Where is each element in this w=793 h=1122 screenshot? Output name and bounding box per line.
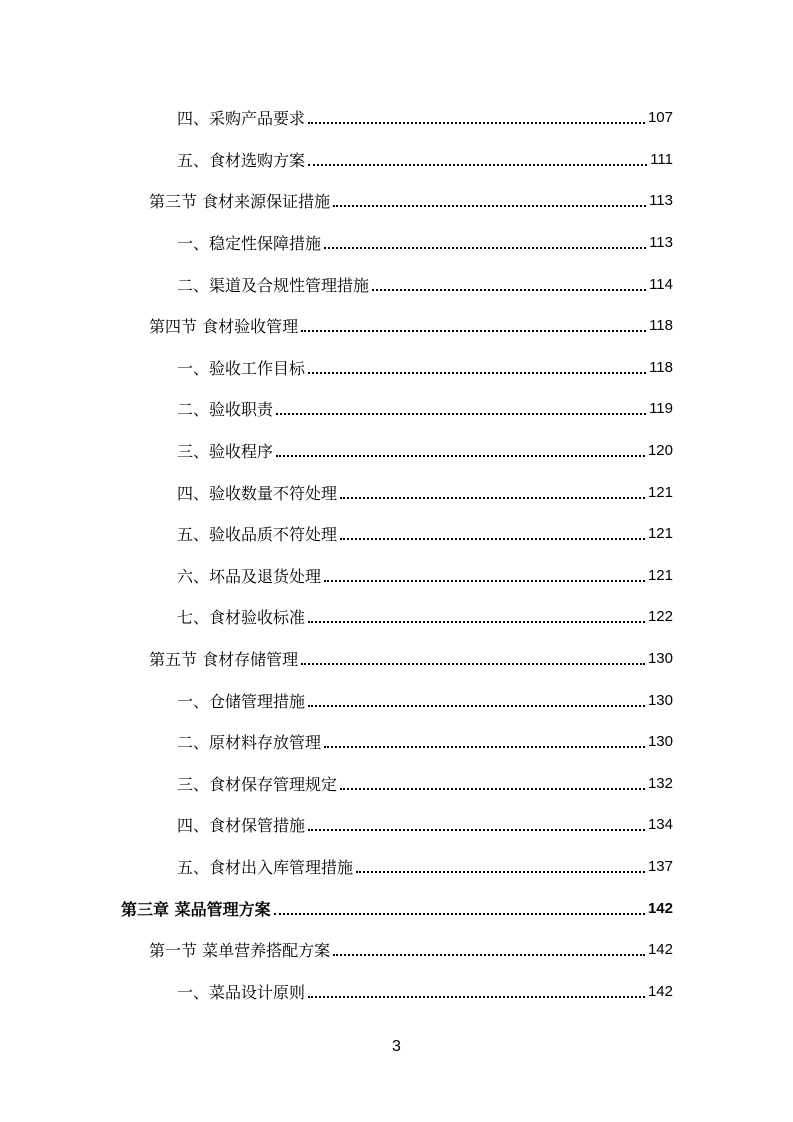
dot-leader — [274, 912, 645, 915]
toc-entry-label: 七、食材验收标准 — [177, 608, 306, 628]
dot-leader — [340, 496, 645, 499]
toc-entry-label: 三、食材保存管理规定 — [177, 774, 338, 794]
dot-leader — [308, 620, 645, 623]
dot-leader — [308, 121, 645, 124]
toc-entry-page-number: 121 — [647, 525, 673, 543]
toc-entry[interactable] — [0, 846, 793, 888]
toc-entry-label: 四、食材保管措施 — [177, 816, 306, 836]
toc-entry-page-number: 118 — [649, 358, 673, 376]
toc-entry-label: 一、仓储管理措施 — [177, 691, 306, 711]
dot-leader — [324, 579, 645, 582]
dot-leader — [333, 953, 645, 956]
page-number: 3 — [392, 1038, 401, 1055]
toc-entry[interactable] — [0, 763, 793, 805]
toc-entry[interactable] — [0, 555, 793, 597]
toc-entry-page-number: 130 — [647, 733, 673, 751]
dot-leader — [308, 828, 645, 831]
toc-entry[interactable] — [0, 305, 793, 347]
toc-entry[interactable] — [0, 97, 793, 139]
toc-entry-page-number: 118 — [649, 317, 673, 335]
toc-entry-label: 第三章 菜品管理方案 — [121, 899, 271, 919]
toc-entry-label: 五、验收品质不符处理 — [177, 525, 338, 545]
toc-entry-page-number: 142 — [647, 941, 673, 959]
toc-entry-label: 六、坏品及退货处理 — [177, 566, 322, 586]
toc-entry-label: 第一节 菜单营养搭配方案 — [149, 941, 331, 961]
toc-entry[interactable] — [0, 929, 793, 971]
dot-leader — [356, 870, 645, 873]
toc-entry-label: 第五节 食材存储管理 — [149, 650, 299, 670]
toc-entry[interactable] — [0, 970, 793, 1012]
toc-entry-page-number: 121 — [647, 483, 673, 501]
toc-entry[interactable] — [0, 638, 793, 680]
toc-entry-page-number: 120 — [647, 442, 673, 460]
toc-entry[interactable] — [0, 430, 793, 472]
toc-entry-label: 第三节 食材来源保证措施 — [149, 192, 331, 212]
toc-entry-label: 二、验收职责 — [177, 400, 274, 420]
toc-entry[interactable] — [0, 804, 793, 846]
dot-leader — [276, 412, 646, 415]
toc-entry-label: 第四节 食材验收管理 — [149, 317, 299, 337]
toc-entry[interactable] — [0, 388, 793, 430]
toc-entry[interactable] — [0, 347, 793, 389]
toc-entry-page-number: 107 — [647, 109, 673, 127]
toc-entry-page-number: 113 — [649, 234, 673, 252]
dot-leader — [308, 163, 647, 166]
toc-entry[interactable] — [0, 513, 793, 555]
toc-entry-label: 五、食材出入库管理措施 — [177, 857, 354, 877]
toc-entry-page-number: 130 — [647, 650, 673, 668]
toc-entry-page-number: 134 — [647, 816, 673, 834]
toc-entry-label: 一、稳定性保障措施 — [177, 234, 322, 254]
toc-entry-page-number: 132 — [647, 774, 673, 792]
toc-entry-page-number: 121 — [647, 566, 673, 584]
toc-entry-page-number: 142 — [647, 982, 673, 1000]
toc-entry-page-number: 113 — [649, 192, 673, 210]
toc-entry-page-number: 122 — [647, 608, 673, 626]
table-of-contents — [0, 97, 793, 1012]
toc-entry-page-number: 130 — [647, 691, 673, 709]
dot-leader — [340, 787, 645, 790]
dot-leader — [308, 704, 645, 707]
toc-entry-page-number: 137 — [647, 857, 673, 875]
dot-leader — [324, 246, 646, 249]
toc-entry[interactable] — [0, 596, 793, 638]
toc-entry-label: 二、渠道及合规性管理措施 — [177, 275, 370, 295]
toc-entry[interactable] — [0, 139, 793, 181]
dot-leader — [276, 454, 645, 457]
toc-entry-page-number: 119 — [649, 400, 673, 418]
toc-entry[interactable] — [0, 222, 793, 264]
toc-entry[interactable] — [0, 721, 793, 763]
dot-leader — [308, 371, 646, 374]
toc-entry[interactable] — [0, 180, 793, 222]
toc-entry-label: 三、验收程序 — [177, 442, 274, 462]
toc-entry[interactable] — [0, 679, 793, 721]
dot-leader — [301, 662, 645, 665]
toc-entry-label: 四、采购产品要求 — [177, 109, 306, 129]
toc-entry-label: 五、食材选购方案 — [177, 150, 306, 170]
toc-entry-label: 二、原材料存放管理 — [177, 733, 322, 753]
toc-entry[interactable] — [0, 887, 793, 929]
toc-entry-page-number: 114 — [649, 275, 673, 293]
dot-leader — [308, 995, 645, 998]
toc-entry-label: 四、验收数量不符处理 — [177, 483, 338, 503]
dot-leader — [333, 204, 646, 207]
toc-entry-page-number: 142 — [647, 899, 673, 917]
toc-entry-label: 一、验收工作目标 — [177, 358, 306, 378]
dot-leader — [324, 745, 645, 748]
toc-entry[interactable] — [0, 263, 793, 305]
toc-entry-page-number: 111 — [650, 150, 673, 168]
dot-leader — [301, 329, 646, 332]
toc-entry-label: 一、菜品设计原则 — [177, 982, 306, 1002]
dot-leader — [372, 288, 646, 291]
dot-leader — [340, 537, 645, 540]
toc-entry[interactable] — [0, 471, 793, 513]
